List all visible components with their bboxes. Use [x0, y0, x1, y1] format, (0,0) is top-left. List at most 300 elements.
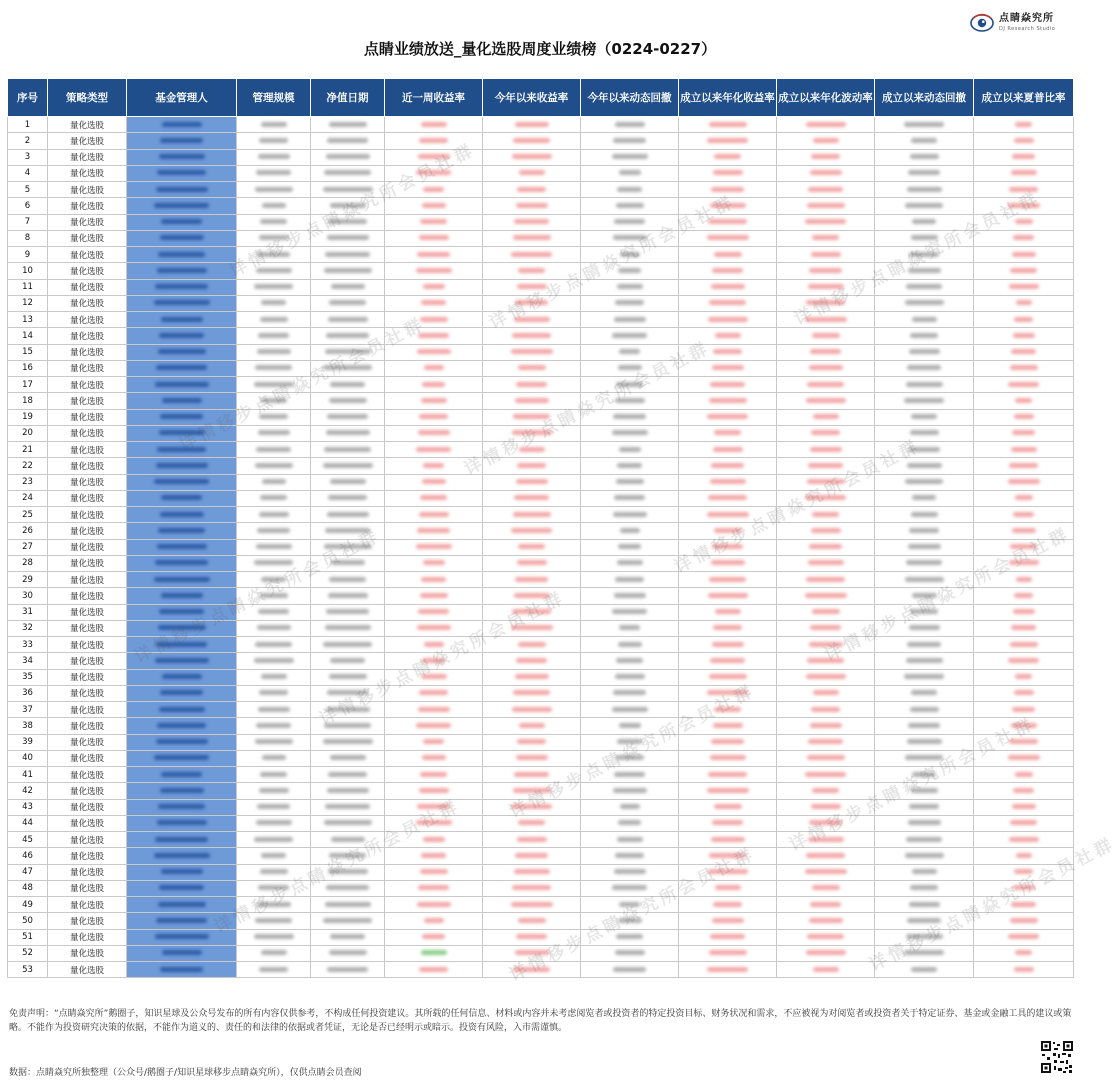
redacted-value — [807, 658, 844, 663]
table-row[interactable] — [8, 702, 1074, 718]
redacted-value — [619, 170, 641, 175]
row-annual-volatility — [777, 718, 875, 734]
redacted-value — [160, 967, 203, 972]
table-row[interactable] — [8, 864, 1074, 880]
redacted-value — [707, 235, 749, 240]
row-strategy: 量化选股 — [48, 848, 127, 864]
redacted-value — [1010, 918, 1038, 923]
table-row[interactable] — [8, 588, 1074, 604]
redacted-value — [160, 138, 203, 143]
row-sharpe — [974, 588, 1074, 604]
eye-logo-icon — [970, 12, 994, 34]
redacted-value — [419, 967, 448, 972]
row-nav-date — [311, 295, 385, 311]
table-row[interactable] — [8, 490, 1074, 506]
row-index: 52 — [8, 945, 48, 961]
redacted-value — [517, 739, 546, 744]
table-row[interactable] — [8, 328, 1074, 344]
table-row[interactable] — [8, 767, 1074, 783]
row-ytd-drawdown — [581, 702, 679, 718]
redacted-value — [516, 934, 547, 939]
row-nav-date — [311, 750, 385, 766]
table-row[interactable] — [8, 474, 1074, 490]
row-max-drawdown — [875, 458, 974, 474]
table-row[interactable] — [8, 312, 1074, 328]
row-aum — [237, 149, 311, 165]
row-annual-volatility — [777, 312, 875, 328]
row-nav-date — [311, 864, 385, 880]
table-row[interactable] — [8, 815, 1074, 831]
table-row[interactable] — [8, 133, 1074, 149]
table-row[interactable] — [8, 360, 1074, 376]
redacted-value — [327, 690, 368, 695]
redacted-value — [712, 918, 744, 923]
redacted-value — [707, 788, 749, 793]
row-aum — [237, 604, 311, 620]
redacted-value — [257, 902, 291, 907]
table-row[interactable] — [8, 182, 1074, 198]
row-week-return — [385, 182, 483, 198]
watermark: 详情移步点睛焱究所会员社群 — [461, 337, 714, 480]
row-max-drawdown — [875, 653, 974, 669]
table-row[interactable] — [8, 344, 1074, 360]
redacted-value — [612, 609, 647, 614]
redacted-value — [416, 723, 451, 728]
redacted-value — [911, 690, 937, 695]
redacted-value — [711, 463, 744, 468]
redacted-value — [907, 187, 942, 192]
row-max-drawdown — [875, 880, 974, 896]
row-aum — [237, 117, 311, 133]
redacted-value — [806, 300, 845, 305]
row-aum — [237, 929, 311, 945]
redacted-value — [155, 560, 208, 565]
redacted-value — [327, 414, 368, 419]
redacted-value — [419, 414, 448, 419]
table-row[interactable] — [8, 393, 1074, 409]
redacted-value — [909, 349, 940, 354]
row-index: 33 — [8, 637, 48, 653]
row-strategy: 量化选股 — [48, 149, 127, 165]
row-manager — [127, 572, 237, 588]
header-aum[interactable]: 管理规模 — [237, 79, 311, 117]
table-row[interactable] — [8, 897, 1074, 913]
redacted-value — [418, 609, 449, 614]
redacted-value — [813, 967, 839, 972]
table-row[interactable] — [8, 442, 1074, 458]
redacted-value — [511, 252, 552, 257]
header-strategy[interactable]: 策略类型 — [48, 79, 127, 117]
redacted-value — [326, 609, 369, 614]
row-strategy: 量化选股 — [48, 328, 127, 344]
redacted-value — [513, 235, 551, 240]
row-strategy: 量化选股 — [48, 864, 127, 880]
row-ytd-return — [483, 653, 581, 669]
header-annual-volatility[interactable]: 成立以来年化波动率 — [777, 79, 875, 117]
row-strategy: 量化选股 — [48, 377, 127, 393]
redacted-value — [324, 723, 371, 728]
redacted-value — [512, 609, 551, 614]
redacted-value — [911, 138, 937, 143]
table-row[interactable] — [8, 539, 1074, 555]
row-ytd-drawdown — [581, 247, 679, 263]
redacted-value — [160, 414, 203, 419]
row-ytd-return — [483, 312, 581, 328]
redacted-value — [708, 593, 748, 598]
row-annual-return — [679, 815, 777, 831]
row-strategy: 量化选股 — [48, 198, 127, 214]
redacted-value — [912, 219, 936, 224]
row-annual-volatility — [777, 815, 875, 831]
row-nav-date — [311, 279, 385, 295]
row-ytd-drawdown — [581, 864, 679, 880]
redacted-value — [330, 658, 365, 663]
watermark: 详情移步点睛焱究所会员社群 — [226, 139, 479, 282]
redacted-value — [516, 755, 548, 760]
redacted-value — [1014, 869, 1033, 874]
redacted-value — [905, 300, 944, 305]
redacted-value — [260, 317, 288, 322]
row-strategy: 量化选股 — [48, 734, 127, 750]
row-sharpe — [974, 848, 1074, 864]
table-row[interactable] — [8, 604, 1074, 620]
row-annual-volatility — [777, 685, 875, 701]
redacted-value — [615, 950, 645, 955]
row-ytd-drawdown — [581, 734, 679, 750]
row-week-return — [385, 832, 483, 848]
table-row[interactable] — [8, 685, 1074, 701]
row-week-return — [385, 247, 483, 263]
table-row[interactable] — [8, 117, 1074, 133]
table-row[interactable] — [8, 799, 1074, 815]
redacted-value — [810, 902, 841, 907]
row-annual-return — [679, 929, 777, 945]
redacted-value — [614, 772, 645, 777]
redacted-value — [810, 447, 842, 452]
table-row[interactable] — [8, 458, 1074, 474]
redacted-value — [904, 674, 944, 679]
redacted-value — [708, 219, 747, 224]
row-ytd-drawdown — [581, 897, 679, 913]
row-week-return — [385, 669, 483, 685]
redacted-value — [417, 528, 450, 533]
row-ytd-return — [483, 604, 581, 620]
redacted-value — [158, 252, 205, 257]
redacted-value — [710, 934, 745, 939]
row-aum — [237, 328, 311, 344]
table-row[interactable] — [8, 783, 1074, 799]
redacted-value — [255, 642, 292, 647]
header-week-return[interactable]: 近一周收益率 — [385, 79, 483, 117]
table-row[interactable] — [8, 214, 1074, 230]
table-row[interactable] — [8, 295, 1074, 311]
row-ytd-drawdown — [581, 750, 679, 766]
row-strategy: 量化选股 — [48, 409, 127, 425]
header-ytd-return[interactable]: 今年以来收益率 — [483, 79, 581, 117]
redacted-value — [329, 577, 366, 582]
redacted-value — [511, 804, 552, 809]
row-week-return — [385, 718, 483, 734]
redacted-value — [908, 820, 941, 825]
row-ytd-drawdown — [581, 507, 679, 523]
redacted-value — [259, 414, 288, 419]
row-ytd-return — [483, 133, 581, 149]
row-max-drawdown — [875, 750, 974, 766]
redacted-value — [421, 300, 446, 305]
row-ytd-drawdown — [581, 555, 679, 571]
row-week-return — [385, 864, 483, 880]
row-ytd-return — [483, 442, 581, 458]
row-aum — [237, 442, 311, 458]
logo — [970, 10, 1070, 36]
row-strategy: 量化选股 — [48, 523, 127, 539]
row-manager — [127, 393, 237, 409]
redacted-value — [909, 902, 940, 907]
table-row[interactable] — [8, 913, 1074, 929]
table-row[interactable] — [8, 572, 1074, 588]
redacted-value — [805, 772, 846, 777]
redacted-value — [324, 170, 371, 175]
row-ytd-return — [483, 783, 581, 799]
table-row[interactable] — [8, 377, 1074, 393]
table-row[interactable] — [8, 230, 1074, 246]
redacted-value — [707, 967, 748, 972]
redacted-value — [422, 382, 445, 387]
row-ytd-return — [483, 360, 581, 376]
table-row[interactable] — [8, 962, 1074, 978]
header-nav-date[interactable]: 净值日期 — [311, 79, 385, 117]
row-ytd-drawdown — [581, 263, 679, 279]
redacted-value — [616, 479, 644, 484]
redacted-value — [714, 430, 741, 435]
row-ytd-return — [483, 263, 581, 279]
redacted-value — [813, 690, 839, 695]
row-ytd-return — [483, 637, 581, 653]
table-row[interactable] — [8, 750, 1074, 766]
row-ytd-drawdown — [581, 767, 679, 783]
table-row[interactable] — [8, 832, 1074, 848]
row-strategy: 量化选股 — [48, 783, 127, 799]
table-row[interactable] — [8, 718, 1074, 734]
table-row[interactable] — [8, 653, 1074, 669]
table-row[interactable] — [8, 263, 1074, 279]
redacted-value — [617, 739, 642, 744]
redacted-value — [1011, 625, 1036, 630]
table-row[interactable] — [8, 734, 1074, 750]
table-row[interactable] — [8, 425, 1074, 441]
row-index: 10 — [8, 263, 48, 279]
header-annual-return[interactable]: 成立以来年化收益率 — [679, 79, 777, 117]
row-max-drawdown — [875, 848, 974, 864]
row-manager — [127, 458, 237, 474]
redacted-value — [327, 138, 368, 143]
row-annual-return — [679, 620, 777, 636]
table-row[interactable] — [8, 523, 1074, 539]
row-aum — [237, 393, 311, 409]
row-index: 31 — [8, 604, 48, 620]
row-manager — [127, 165, 237, 181]
row-manager — [127, 897, 237, 913]
row-strategy: 量化选股 — [48, 393, 127, 409]
redacted-value — [424, 642, 444, 647]
redacted-value — [515, 577, 548, 582]
table-row[interactable] — [8, 409, 1074, 425]
redacted-value — [1011, 349, 1036, 354]
redacted-value — [1010, 820, 1037, 825]
row-strategy: 量化选股 — [48, 165, 127, 181]
header-index[interactable]: 序号 — [8, 79, 48, 117]
row-aum — [237, 490, 311, 506]
redacted-value — [517, 187, 546, 192]
table-row[interactable] — [8, 637, 1074, 653]
row-manager — [127, 523, 237, 539]
redacted-value — [615, 853, 644, 858]
row-index: 46 — [8, 848, 48, 864]
row-ytd-return — [483, 279, 581, 295]
redacted-value — [1015, 495, 1033, 500]
redacted-value — [910, 154, 939, 159]
row-annual-return — [679, 474, 777, 490]
row-max-drawdown — [875, 962, 974, 978]
redacted-value — [418, 707, 450, 712]
row-sharpe — [974, 783, 1074, 799]
redacted-value — [160, 690, 203, 695]
redacted-value — [155, 284, 208, 289]
redacted-value — [261, 950, 287, 955]
row-sharpe — [974, 182, 1074, 198]
redacted-value — [1014, 593, 1033, 598]
watermark: 详情移步点睛焱究所会员社群 — [506, 843, 759, 986]
row-max-drawdown — [875, 555, 974, 571]
redacted-value — [328, 495, 367, 500]
redacted-value — [257, 349, 291, 354]
redacted-value — [1015, 398, 1032, 403]
table-row[interactable] — [8, 669, 1074, 685]
row-manager — [127, 328, 237, 344]
table-row[interactable] — [8, 555, 1074, 571]
row-strategy: 量化选股 — [48, 425, 127, 441]
redacted-value — [1008, 203, 1040, 208]
redacted-value — [512, 707, 552, 712]
header-sharpe[interactable]: 成立以来夏普比率 — [974, 79, 1074, 117]
redacted-value — [1015, 950, 1032, 955]
redacted-value — [712, 268, 743, 273]
redacted-value — [255, 918, 292, 923]
table-row[interactable] — [8, 165, 1074, 181]
table-row[interactable] — [8, 247, 1074, 263]
redacted-value — [1008, 382, 1039, 387]
row-aum — [237, 279, 311, 295]
header-ytd-drawdown[interactable]: 今年以来动态回撤 — [581, 79, 679, 117]
redacted-value — [615, 577, 644, 582]
row-annual-return — [679, 458, 777, 474]
redacted-value — [417, 252, 450, 257]
row-nav-date — [311, 880, 385, 896]
row-index: 13 — [8, 312, 48, 328]
redacted-value — [419, 138, 448, 143]
row-nav-date — [311, 604, 385, 620]
redacted-value — [258, 154, 290, 159]
row-max-drawdown — [875, 344, 974, 360]
redacted-value — [618, 365, 642, 370]
table-row[interactable] — [8, 507, 1074, 523]
row-ytd-return — [483, 767, 581, 783]
row-sharpe — [974, 718, 1074, 734]
redacted-value — [422, 755, 446, 760]
row-annual-return — [679, 312, 777, 328]
row-strategy: 量化选股 — [48, 133, 127, 149]
row-max-drawdown — [875, 474, 974, 490]
row-annual-return — [679, 864, 777, 880]
row-manager — [127, 149, 237, 165]
redacted-value — [1009, 837, 1039, 842]
table-row[interactable] — [8, 880, 1074, 896]
redacted-value — [712, 820, 743, 825]
row-week-return — [385, 767, 483, 783]
row-annual-volatility — [777, 555, 875, 571]
row-aum — [237, 799, 311, 815]
table-row[interactable] — [8, 945, 1074, 961]
table-row[interactable] — [8, 620, 1074, 636]
redacted-value — [812, 333, 840, 338]
redacted-value — [514, 772, 549, 777]
row-week-return — [385, 425, 483, 441]
redacted-value — [617, 187, 642, 192]
redacted-value — [417, 902, 451, 907]
row-manager — [127, 832, 237, 848]
redacted-value — [420, 772, 447, 777]
redacted-value — [515, 853, 548, 858]
redacted-value — [324, 447, 371, 452]
row-nav-date — [311, 555, 385, 571]
row-annual-volatility — [777, 929, 875, 945]
redacted-value — [912, 869, 937, 874]
row-ytd-drawdown — [581, 409, 679, 425]
redacted-value — [418, 430, 450, 435]
redacted-value — [154, 300, 210, 305]
row-annual-volatility — [777, 897, 875, 913]
redacted-value — [422, 479, 446, 484]
row-week-return — [385, 897, 483, 913]
row-nav-date — [311, 117, 385, 133]
redacted-value — [159, 430, 205, 435]
redacted-value — [614, 317, 646, 322]
row-manager — [127, 718, 237, 734]
row-sharpe — [974, 490, 1074, 506]
redacted-value — [1010, 544, 1037, 549]
qr-code-icon[interactable] — [1040, 1040, 1074, 1074]
header-max-drawdown[interactable]: 成立以来动态回撤 — [875, 79, 974, 117]
row-max-drawdown — [875, 165, 974, 181]
redacted-value — [613, 138, 646, 143]
row-annual-return — [679, 832, 777, 848]
table-row[interactable] — [8, 279, 1074, 295]
table-row[interactable] — [8, 149, 1074, 165]
redacted-value — [712, 642, 744, 647]
row-nav-date — [311, 815, 385, 831]
row-week-return — [385, 945, 483, 961]
redacted-value — [811, 430, 840, 435]
redacted-value — [711, 560, 745, 565]
table-row[interactable] — [8, 929, 1074, 945]
redacted-value — [327, 967, 368, 972]
redacted-value — [261, 300, 286, 305]
table-row[interactable] — [8, 198, 1074, 214]
redacted-value — [330, 203, 366, 208]
table-row[interactable] — [8, 848, 1074, 864]
header-manager[interactable]: 基金管理人 — [127, 79, 237, 117]
row-ytd-return — [483, 669, 581, 685]
